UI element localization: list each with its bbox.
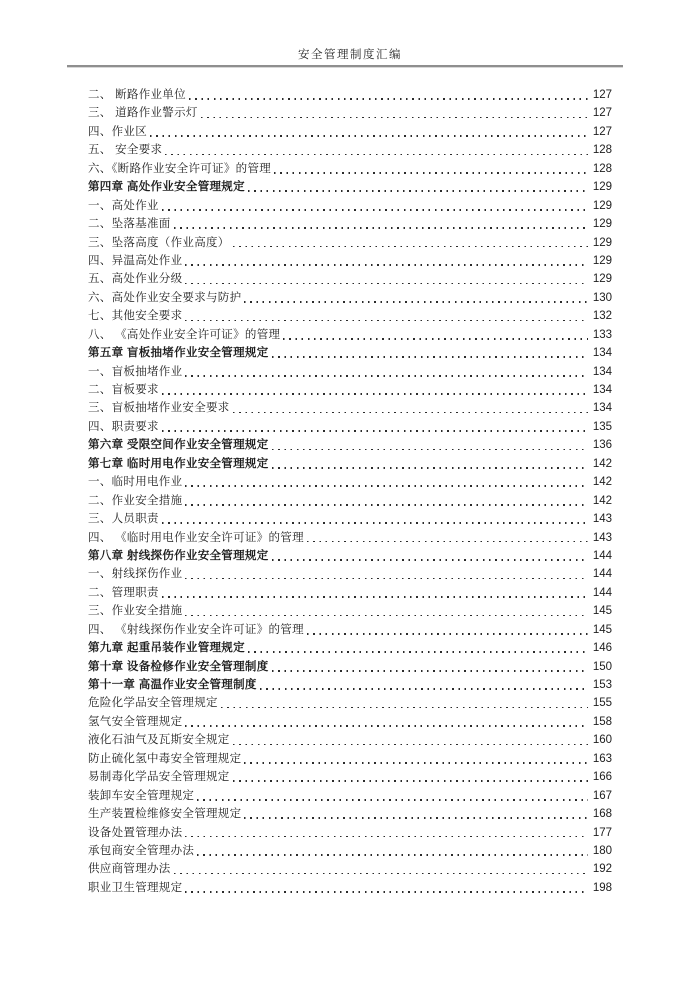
dot-leader — [197, 799, 588, 801]
toc-entry-page: 144 — [592, 568, 612, 581]
toc-entry-title[interactable]: 三、作业安全措施 — [88, 605, 183, 618]
toc-entry-page: 145 — [592, 623, 612, 636]
dot-leader — [165, 154, 588, 156]
toc-entry-page: 198 — [592, 881, 612, 894]
toc-entry-page: 134 — [592, 384, 612, 396]
dot-leader — [274, 172, 588, 174]
toc-entry[interactable] — [88, 307, 612, 325]
toc-entry-page: 153 — [592, 679, 612, 691]
toc-entry[interactable] — [88, 860, 612, 878]
toc-entry[interactable] — [88, 676, 612, 694]
toc-entry-page: 129 — [592, 236, 612, 249]
toc-entry[interactable] — [88, 731, 612, 749]
toc-entry-title[interactable]: 五、高处作业分级 — [88, 273, 183, 286]
toc-entry-title[interactable]: 第八章 射线探伤作业安全管理规定 — [88, 549, 269, 562]
dot-leader — [244, 817, 588, 819]
toc-entry[interactable] — [88, 289, 612, 307]
toc-entry-title[interactable]: 六、《断路作业安全许可证》的管理 — [88, 162, 272, 175]
toc-entry[interactable] — [88, 252, 612, 270]
dot-leader — [185, 615, 588, 617]
toc-entry[interactable] — [88, 197, 612, 215]
toc-entry-title[interactable]: 四、作业区 — [88, 125, 147, 138]
toc-entry[interactable] — [88, 234, 612, 252]
dot-leader — [233, 780, 588, 782]
toc-entry-title[interactable]: 四、异温高处作业 — [88, 254, 183, 267]
dot-leader — [307, 633, 588, 635]
toc-entry-page: 129 — [592, 254, 612, 267]
toc-entry-title[interactable]: 四、 《射线探伤作业安全许可证》的管理 — [88, 623, 304, 636]
toc-entry[interactable] — [88, 178, 612, 196]
dot-leader — [272, 356, 589, 358]
toc-entry-title[interactable]: 二、管理职责 — [88, 586, 159, 599]
dot-leader — [162, 596, 588, 598]
dot-leader — [201, 117, 588, 119]
toc-entry-page: 142 — [592, 494, 612, 507]
toc-entry-title[interactable]: 第五章 盲板抽堵作业安全管理规定 — [88, 347, 269, 360]
dot-leader — [272, 449, 589, 451]
toc-entry[interactable] — [88, 418, 612, 436]
toc-entry-title[interactable]: 承包商安全管理办法 — [88, 844, 195, 857]
toc-entry[interactable] — [88, 768, 612, 786]
toc-entry-page: 144 — [592, 549, 612, 562]
dot-leader — [233, 246, 588, 248]
toc-entry-page: 142 — [592, 476, 612, 489]
toc-entry[interactable] — [88, 492, 612, 510]
page-header-title: 安全管理制度汇编 — [298, 49, 402, 61]
toc-entry-page: 144 — [592, 586, 612, 599]
dot-leader — [185, 264, 588, 266]
toc-entry[interactable] — [88, 842, 612, 860]
dot-leader — [272, 467, 589, 469]
toc-entry-title[interactable]: 二、坠落基准面 — [88, 218, 171, 231]
toc-entry-page: 129 — [592, 199, 612, 212]
dot-leader — [150, 135, 588, 137]
toc-entry[interactable] — [88, 565, 612, 583]
toc-entry-page: 145 — [592, 605, 612, 618]
toc-entry-title[interactable]: 第十章 设备检修作业安全管理制度 — [88, 660, 269, 673]
dot-leader — [185, 485, 588, 487]
toc-entry[interactable] — [88, 824, 612, 842]
toc-entry[interactable] — [88, 805, 612, 823]
toc-entry-title[interactable]: 第七章 临时用电作业安全管理规定 — [88, 457, 269, 470]
toc-entry-title[interactable]: 三、坠落高度（作业高度） — [88, 236, 230, 249]
toc-entry-page: 177 — [592, 826, 612, 839]
toc-entry[interactable] — [88, 141, 612, 159]
toc-entry-title[interactable]: 第十一章 高温作业安全管理制度 — [88, 679, 257, 691]
dot-leader — [185, 836, 588, 838]
toc-list — [88, 86, 612, 897]
toc-entry-page: 134 — [592, 402, 612, 415]
toc-entry-page: 127 — [592, 89, 612, 101]
toc-entry[interactable] — [88, 436, 612, 454]
toc-entry-title[interactable]: 危险化学品安全管理规定 — [88, 697, 218, 710]
toc-entry-title[interactable]: 氢气安全管理规定 — [88, 715, 183, 728]
toc-entry-title[interactable]: 一、高处作业 — [88, 199, 159, 212]
dot-leader — [233, 744, 588, 746]
toc-entry-title[interactable]: 第四章 高处作业安全管理规定 — [88, 181, 245, 194]
toc-entry-page: 129 — [592, 181, 612, 194]
toc-entry-title[interactable]: 易制毒化学品安全管理规定 — [88, 771, 230, 784]
dot-leader — [185, 283, 588, 285]
toc-entry[interactable] — [88, 694, 612, 712]
dot-leader — [162, 430, 588, 432]
toc-entry-page: 167 — [592, 789, 612, 802]
toc-entry[interactable] — [88, 326, 612, 344]
toc-entry-page: 192 — [592, 863, 612, 876]
toc-entry[interactable] — [88, 104, 612, 122]
toc-entry-title[interactable]: 三、 道路作业警示灯 — [88, 107, 198, 120]
toc-entry[interactable] — [88, 602, 612, 620]
toc-entry-title[interactable]: 职业卫生管理规定 — [88, 881, 183, 894]
toc-entry-title[interactable]: 设备处置管理办法 — [88, 826, 183, 839]
toc-entry-page: 129 — [592, 218, 612, 231]
toc-entry[interactable] — [88, 621, 612, 639]
toc-entry[interactable] — [88, 363, 612, 381]
dot-leader — [233, 412, 588, 414]
dot-leader — [162, 209, 588, 211]
dot-leader — [221, 707, 588, 709]
dot-leader — [248, 190, 588, 192]
toc-entry-page: 134 — [592, 347, 612, 360]
toc-entry-page: 142 — [592, 457, 612, 470]
toc-entry-title[interactable]: 液化石油气及瓦斯安全规定 — [88, 734, 230, 747]
toc-entry-title[interactable]: 三、盲板抽堵作业安全要求 — [88, 402, 230, 415]
toc-entry[interactable] — [88, 455, 612, 473]
toc-entry-page: 127 — [592, 125, 612, 138]
toc-entry-title[interactable]: 防止硫化氢中毒安全管理规定 — [88, 752, 242, 765]
toc-entry-page: 133 — [592, 328, 612, 341]
toc-entry-page: 166 — [592, 771, 612, 784]
toc-entry-title[interactable]: 八、 《高处作业安全许可证》的管理 — [88, 328, 281, 341]
toc-entry-title[interactable]: 第六章 受限空间作业安全管理规定 — [88, 439, 269, 452]
toc-entry-page: 143 — [592, 531, 612, 544]
toc-entry-title[interactable]: 生产装置检维修安全管理规定 — [88, 808, 242, 821]
toc-entry-title[interactable]: 四、职责要求 — [88, 420, 159, 433]
toc-entry-page: 136 — [592, 439, 612, 452]
toc-entry-page: 146 — [592, 642, 612, 655]
dot-leader — [185, 504, 588, 506]
toc-entry[interactable] — [88, 547, 612, 565]
toc-entry-page: 128 — [592, 162, 612, 175]
toc-entry-title[interactable]: 五、 安全要求 — [88, 144, 163, 157]
toc-entry-title[interactable]: 一、临时用电作业 — [88, 476, 183, 489]
dot-leader — [185, 320, 588, 322]
toc-entry-page: 143 — [592, 513, 612, 526]
toc-entry-page: 135 — [592, 420, 612, 433]
toc-entry-title[interactable]: 装卸车安全管理规定 — [88, 789, 195, 802]
header-rule — [67, 65, 623, 68]
toc-entry-page: 155 — [592, 697, 612, 710]
toc-entry[interactable] — [88, 381, 612, 399]
toc-entry-page: 160 — [592, 734, 612, 747]
toc-entry-page: 163 — [592, 752, 612, 765]
toc-entry-title[interactable]: 四、 《临时用电作业安全许可证》的管理 — [88, 531, 304, 544]
toc-entry-title[interactable]: 六、高处作业安全要求与防护 — [88, 291, 242, 304]
dot-leader — [185, 375, 588, 377]
toc-entry-title[interactable]: 供应商管理办法 — [88, 863, 171, 876]
toc-entry[interactable] — [88, 123, 612, 141]
dot-leader — [307, 541, 588, 543]
toc-entry-page: 130 — [592, 291, 612, 304]
dot-leader — [272, 559, 589, 561]
dot-leader — [185, 578, 588, 580]
toc-entry[interactable] — [88, 658, 612, 676]
dot-leader — [162, 522, 588, 524]
toc-entry[interactable] — [88, 160, 612, 178]
dot-leader — [197, 854, 588, 856]
toc-entry-page: 180 — [592, 844, 612, 857]
dot-leader — [244, 762, 588, 764]
toc-entry-title[interactable]: 一、射线探伤作业 — [88, 568, 183, 581]
toc-entry[interactable] — [88, 879, 612, 897]
toc-entry-title[interactable]: 二、作业安全措施 — [88, 494, 183, 507]
toc-entry[interactable] — [88, 750, 612, 768]
toc-entry-page: 150 — [592, 660, 612, 673]
toc-entry[interactable] — [88, 473, 612, 491]
toc-entry[interactable] — [88, 510, 612, 528]
dot-leader — [162, 393, 588, 395]
toc-entry-title[interactable]: 一、盲板抽堵作业 — [88, 365, 183, 378]
dot-leader — [185, 725, 588, 727]
dot-leader — [272, 670, 589, 672]
dot-leader — [174, 873, 588, 875]
toc-entry[interactable] — [88, 713, 612, 731]
toc-entry-page: 168 — [592, 808, 612, 821]
toc-entry-title[interactable]: 第九章 起重吊装作业管理规定 — [88, 642, 245, 655]
toc-entry-title[interactable]: 二、 断路作业单位 — [88, 89, 186, 101]
toc-entry[interactable] — [88, 86, 612, 104]
toc-entry[interactable] — [88, 787, 612, 805]
toc-entry[interactable] — [88, 584, 612, 602]
toc-entry-title[interactable]: 七、其他安全要求 — [88, 310, 183, 323]
dot-leader — [185, 891, 588, 893]
dot-leader — [189, 98, 588, 100]
toc-entry[interactable] — [88, 639, 612, 657]
dot-leader — [283, 338, 588, 340]
toc-entry-page: 129 — [592, 273, 612, 286]
toc-entry-page: 128 — [592, 144, 612, 157]
dot-leader — [248, 651, 588, 653]
dot-leader — [244, 301, 588, 303]
toc-entry[interactable] — [88, 215, 612, 233]
toc-entry-title[interactable]: 二、盲板要求 — [88, 384, 159, 396]
toc-entry-title[interactable]: 三、人员职责 — [88, 513, 159, 526]
toc-entry[interactable] — [88, 344, 612, 362]
toc-entry[interactable] — [88, 270, 612, 288]
dot-leader — [174, 227, 588, 229]
toc-entry-page: 127 — [592, 107, 612, 120]
toc-entry[interactable] — [88, 529, 612, 547]
toc-entry-page: 132 — [592, 310, 612, 323]
toc-entry-page: 158 — [592, 715, 612, 728]
toc-entry[interactable] — [88, 399, 612, 417]
toc-entry-page: 134 — [592, 365, 612, 378]
dot-leader — [260, 688, 588, 690]
